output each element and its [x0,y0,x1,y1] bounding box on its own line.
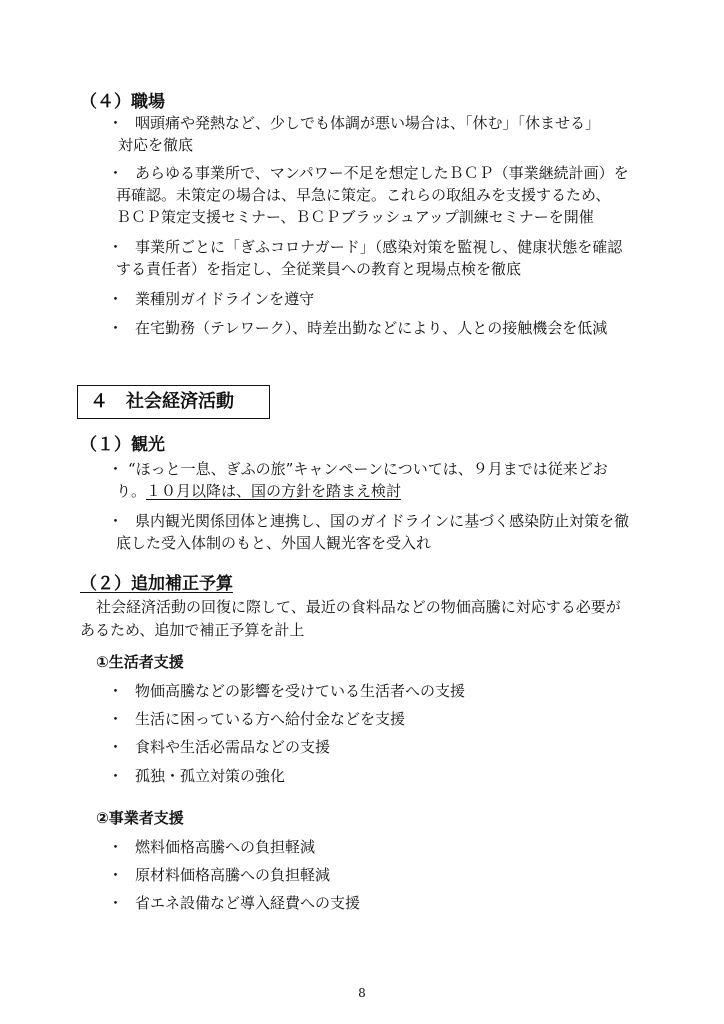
bullet: ・ [108,838,124,856]
bullet: ・ [108,290,124,308]
bullet: ・ [108,682,124,700]
underlined-text: １０月以降は、国の方針を踏まえ検討 [146,482,402,500]
list-item [108,510,678,554]
bullet: ・ [108,512,124,530]
list-item-line: 底した受入体制のもと、外国人観光客を受入れ [116,534,432,552]
subheading-business-support: ②事業者支援 [96,809,184,827]
heading-workplace: （４）職場 [80,92,165,112]
list-item-line: あらゆる事業所で、マンパワー不足を想定したＢＣＰ（事業継続計画）を [135,164,629,182]
list-item [108,736,668,758]
list-item-line: 県内観光関係団体と連携し、国のガイドラインに基づく感染防止対策を徹 [135,512,630,530]
list-item-line: 咽頭痛や発熱など、少しでも体調が悪い場合は、「休む」「休ませる」 [135,114,601,132]
bullet: ・ [108,319,124,337]
bullet: ・ [108,460,124,478]
heading-tourism: （１）観光 [80,435,165,455]
subheading-citizen-support: ①生活者支援 [96,653,184,671]
bullet: ・ [108,866,124,884]
list-item-text: 燃料価格高騰への負担軽減 [135,838,316,856]
bullet: ・ [108,238,124,256]
heading-supplementary-budget: （２）追加補正予算 [80,574,233,594]
list-item [108,836,668,858]
list-item-text: 孤独・孤立対策の強化 [135,767,286,785]
paragraph-line: あるため、追加で補正予算を計上 [80,621,305,639]
list-item-text: 物価高騰などの影響を受けている生活者への支援 [135,682,466,700]
page-number: 8 [358,986,366,1000]
bullet: ・ [108,710,124,728]
list-item-line: 対応を徹底 [118,136,194,154]
list-item-line: ＢＣＰ策定支援セミナー、ＢＣＰブラッシュアップ訓練セミナーを開催 [116,208,594,226]
list-item-line: “ほっと一息、ぎふの旅”キャンペーンについては、９月までは従来どお [128,460,608,478]
list-item [108,162,678,228]
list-item-text: 食料や生活必需品などの支援 [135,738,331,756]
list-item [108,892,668,914]
bullet: ・ [108,164,124,182]
section-title-box: ４ 社会経済活動 [77,385,270,419]
list-item [108,680,668,702]
paragraph-line: 社会経済活動の回復に際して、最近の食料品などの物価高騰に対応する必要が [96,598,621,616]
list-item [108,288,678,310]
bullet: ・ [108,114,124,132]
list-item [108,317,678,339]
list-item-line: 在宅勤務（テレワーク）、時差出勤などにより、人との接触機会を低減 [135,319,608,337]
list-item-line: する責任者）を指定し、全従業員への教育と現場点検を徹底 [116,260,522,278]
bullet: ・ [108,894,124,912]
list-item [108,112,668,156]
list-item-text: り。 [116,482,147,500]
list-item-text: 原材料価格高騰への負担軽減 [135,866,331,884]
list-item [108,708,668,730]
bullet: ・ [108,767,124,785]
list-item [108,458,678,502]
bullet: ・ [108,738,124,756]
list-item-text: 生活に困っている方へ給付金などを支援 [135,710,406,728]
list-item-line: 業種別ガイドラインを遵守 [135,290,315,308]
list-item-text: 省エネ設備など導入経費への支援 [135,894,361,912]
list-item-line: 再確認。未策定の場合は、早急に策定。これらの取組みを支援するため、 [116,186,611,204]
list-item [108,236,678,280]
list-item [108,864,668,886]
list-item [108,765,668,787]
list-item-line: 事業所ごとに「ぎふコロナガード」（感染対策を監視し、健康状態を確認 [135,238,623,256]
